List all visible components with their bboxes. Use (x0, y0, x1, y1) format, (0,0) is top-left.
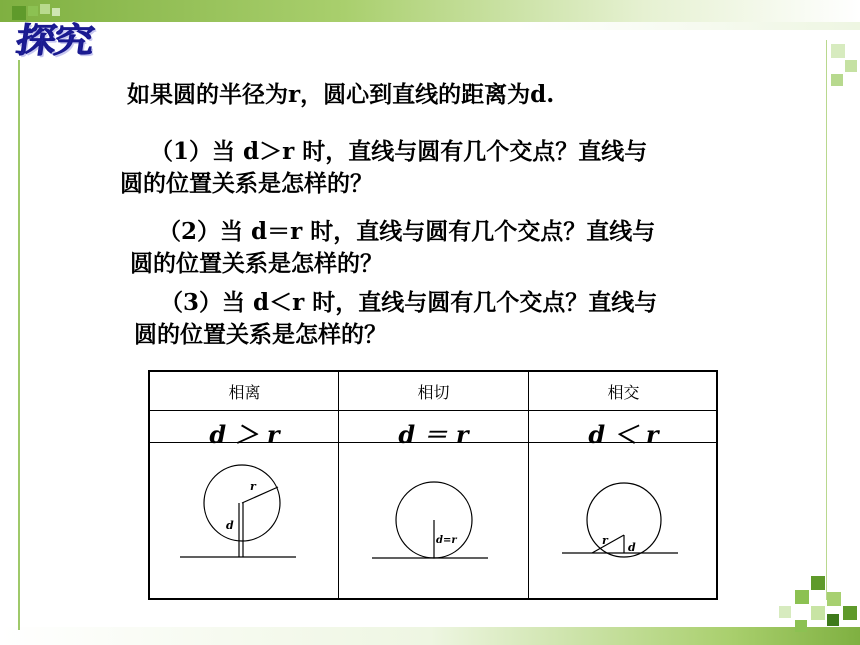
decor-square (827, 592, 841, 606)
tangent-diagram (372, 482, 488, 558)
tangent-d-label: d=r (436, 535, 457, 546)
decor-square (795, 620, 807, 632)
table-divider (150, 410, 716, 411)
intro-text: 如果圆的半径为r，圆心到直线的距离为d. (127, 81, 555, 108)
decor-square (795, 590, 809, 604)
position-relation-table (148, 370, 718, 600)
intersect-diagram (562, 483, 678, 557)
question-3-line-1: （3）当 d＜r 时，直线与圆有几个交点？直线与 (160, 289, 658, 316)
bottom-decor-band (0, 627, 860, 645)
decor-square (827, 614, 839, 626)
question-3-line-2: 圆的位置关系是怎样的？ (134, 321, 387, 348)
separate-d-label: d (226, 519, 234, 532)
question-3 (134, 287, 657, 351)
right-decor-line (826, 40, 827, 600)
decor-square (779, 606, 791, 618)
question-1 (120, 136, 647, 200)
decor-square (40, 4, 50, 14)
condition-tangent: d ＝ r (398, 420, 469, 449)
intersect-radius (592, 535, 624, 553)
header-tangent: 相切 (417, 383, 450, 402)
slide-title: 探究 (13, 21, 95, 61)
intersect-r-label: r (602, 534, 608, 547)
question-2 (130, 216, 655, 280)
question-2-line-2: 圆的位置关系是怎样的？ (130, 250, 383, 277)
separate-diagram (180, 465, 296, 557)
left-decor-line (18, 60, 20, 630)
decor-square (831, 74, 843, 86)
decor-square (843, 606, 857, 620)
decor-square (831, 44, 845, 58)
diagrams (150, 447, 716, 598)
condition-intersect: d ＜ r (588, 420, 659, 449)
decor-square (12, 6, 26, 20)
condition-separate: d ＞ r (209, 420, 280, 449)
decor-square (845, 60, 857, 72)
decor-square (811, 576, 825, 590)
decor-square (52, 8, 60, 16)
separate-r-label: r (250, 480, 256, 493)
separate-radius (242, 487, 278, 503)
intersect-d-label: d (628, 541, 636, 554)
header-intersect: 相交 (607, 383, 640, 402)
question-1-line-1: （1）当 d＞r 时，直线与圆有几个交点？直线与 (150, 138, 648, 165)
top-decor-band (0, 0, 860, 22)
decor-square (811, 606, 825, 620)
question-1-line-2: 圆的位置关系是怎样的？ (120, 170, 373, 197)
decor-square (28, 6, 38, 16)
header-separate: 相离 (228, 383, 261, 402)
question-2-line-1: （2）当 d＝r 时，直线与圆有几个交点？直线与 (158, 218, 656, 245)
